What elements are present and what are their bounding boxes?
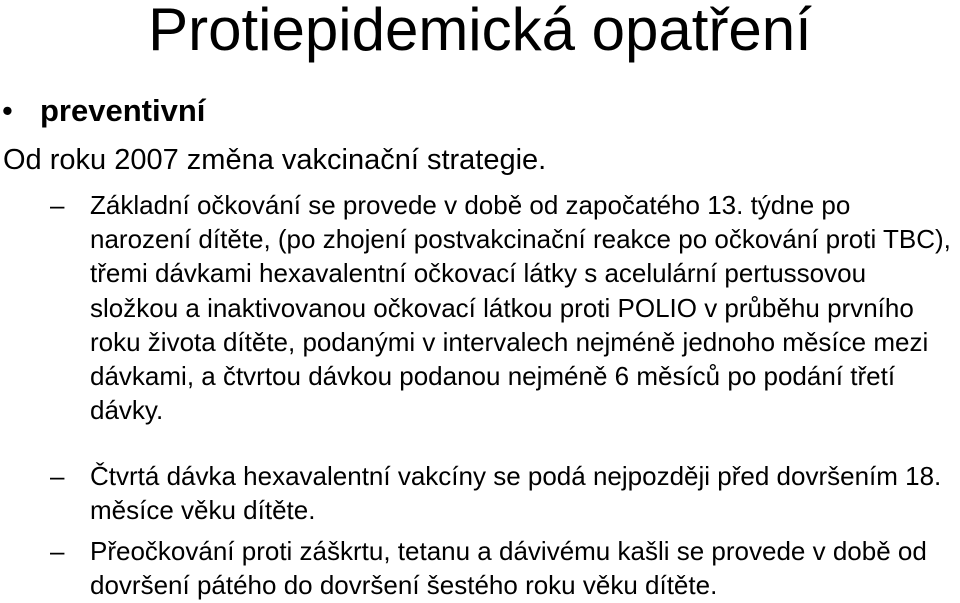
list-item-text: Přeočkování proti záškrtu, tetanu a dávivému kašli se provede v době od dovršení pátého do dovršení šestého roku věku dítěte. <box>90 536 927 601</box>
list-item-text: Základní očkování se provede v době od započatého 13. týdne po narození dítěte, (po zhojení postvakcinační reakce po očkování proti TBC), třemi dávkami hexavalentní očkovací látky s acelulární pertussovou složkou a inaktivovanou očkovací látkou proti POLIO v průběhu prvního roku života dítěte, podanými v intervalech nejméně jednoho měsíce mezi dávkami, a čtvrtou dávkou podanou nejméně 6 měsíců po podání třetí dávky. <box>90 190 951 426</box>
intro-text: Od roku 2007 změna vakcinační strategie. <box>3 144 547 176</box>
dash-icon: – <box>50 536 65 566</box>
bullet-heading <box>2 92 205 130</box>
list-item <box>50 534 958 602</box>
list-item-text: Čtvrtá dávka hexavalentní vakcíny se podá nejpozději před dovršením 18. měsíce věku dítěte. <box>90 461 942 526</box>
bullet-icon: • <box>2 93 13 128</box>
slide-title: Protiepidemická opatření <box>148 0 812 63</box>
list-item <box>50 188 958 427</box>
bullet-heading-text: preventivní <box>40 93 206 128</box>
dash-icon: – <box>50 190 65 220</box>
list-item <box>50 459 958 527</box>
dash-icon: – <box>50 461 65 491</box>
